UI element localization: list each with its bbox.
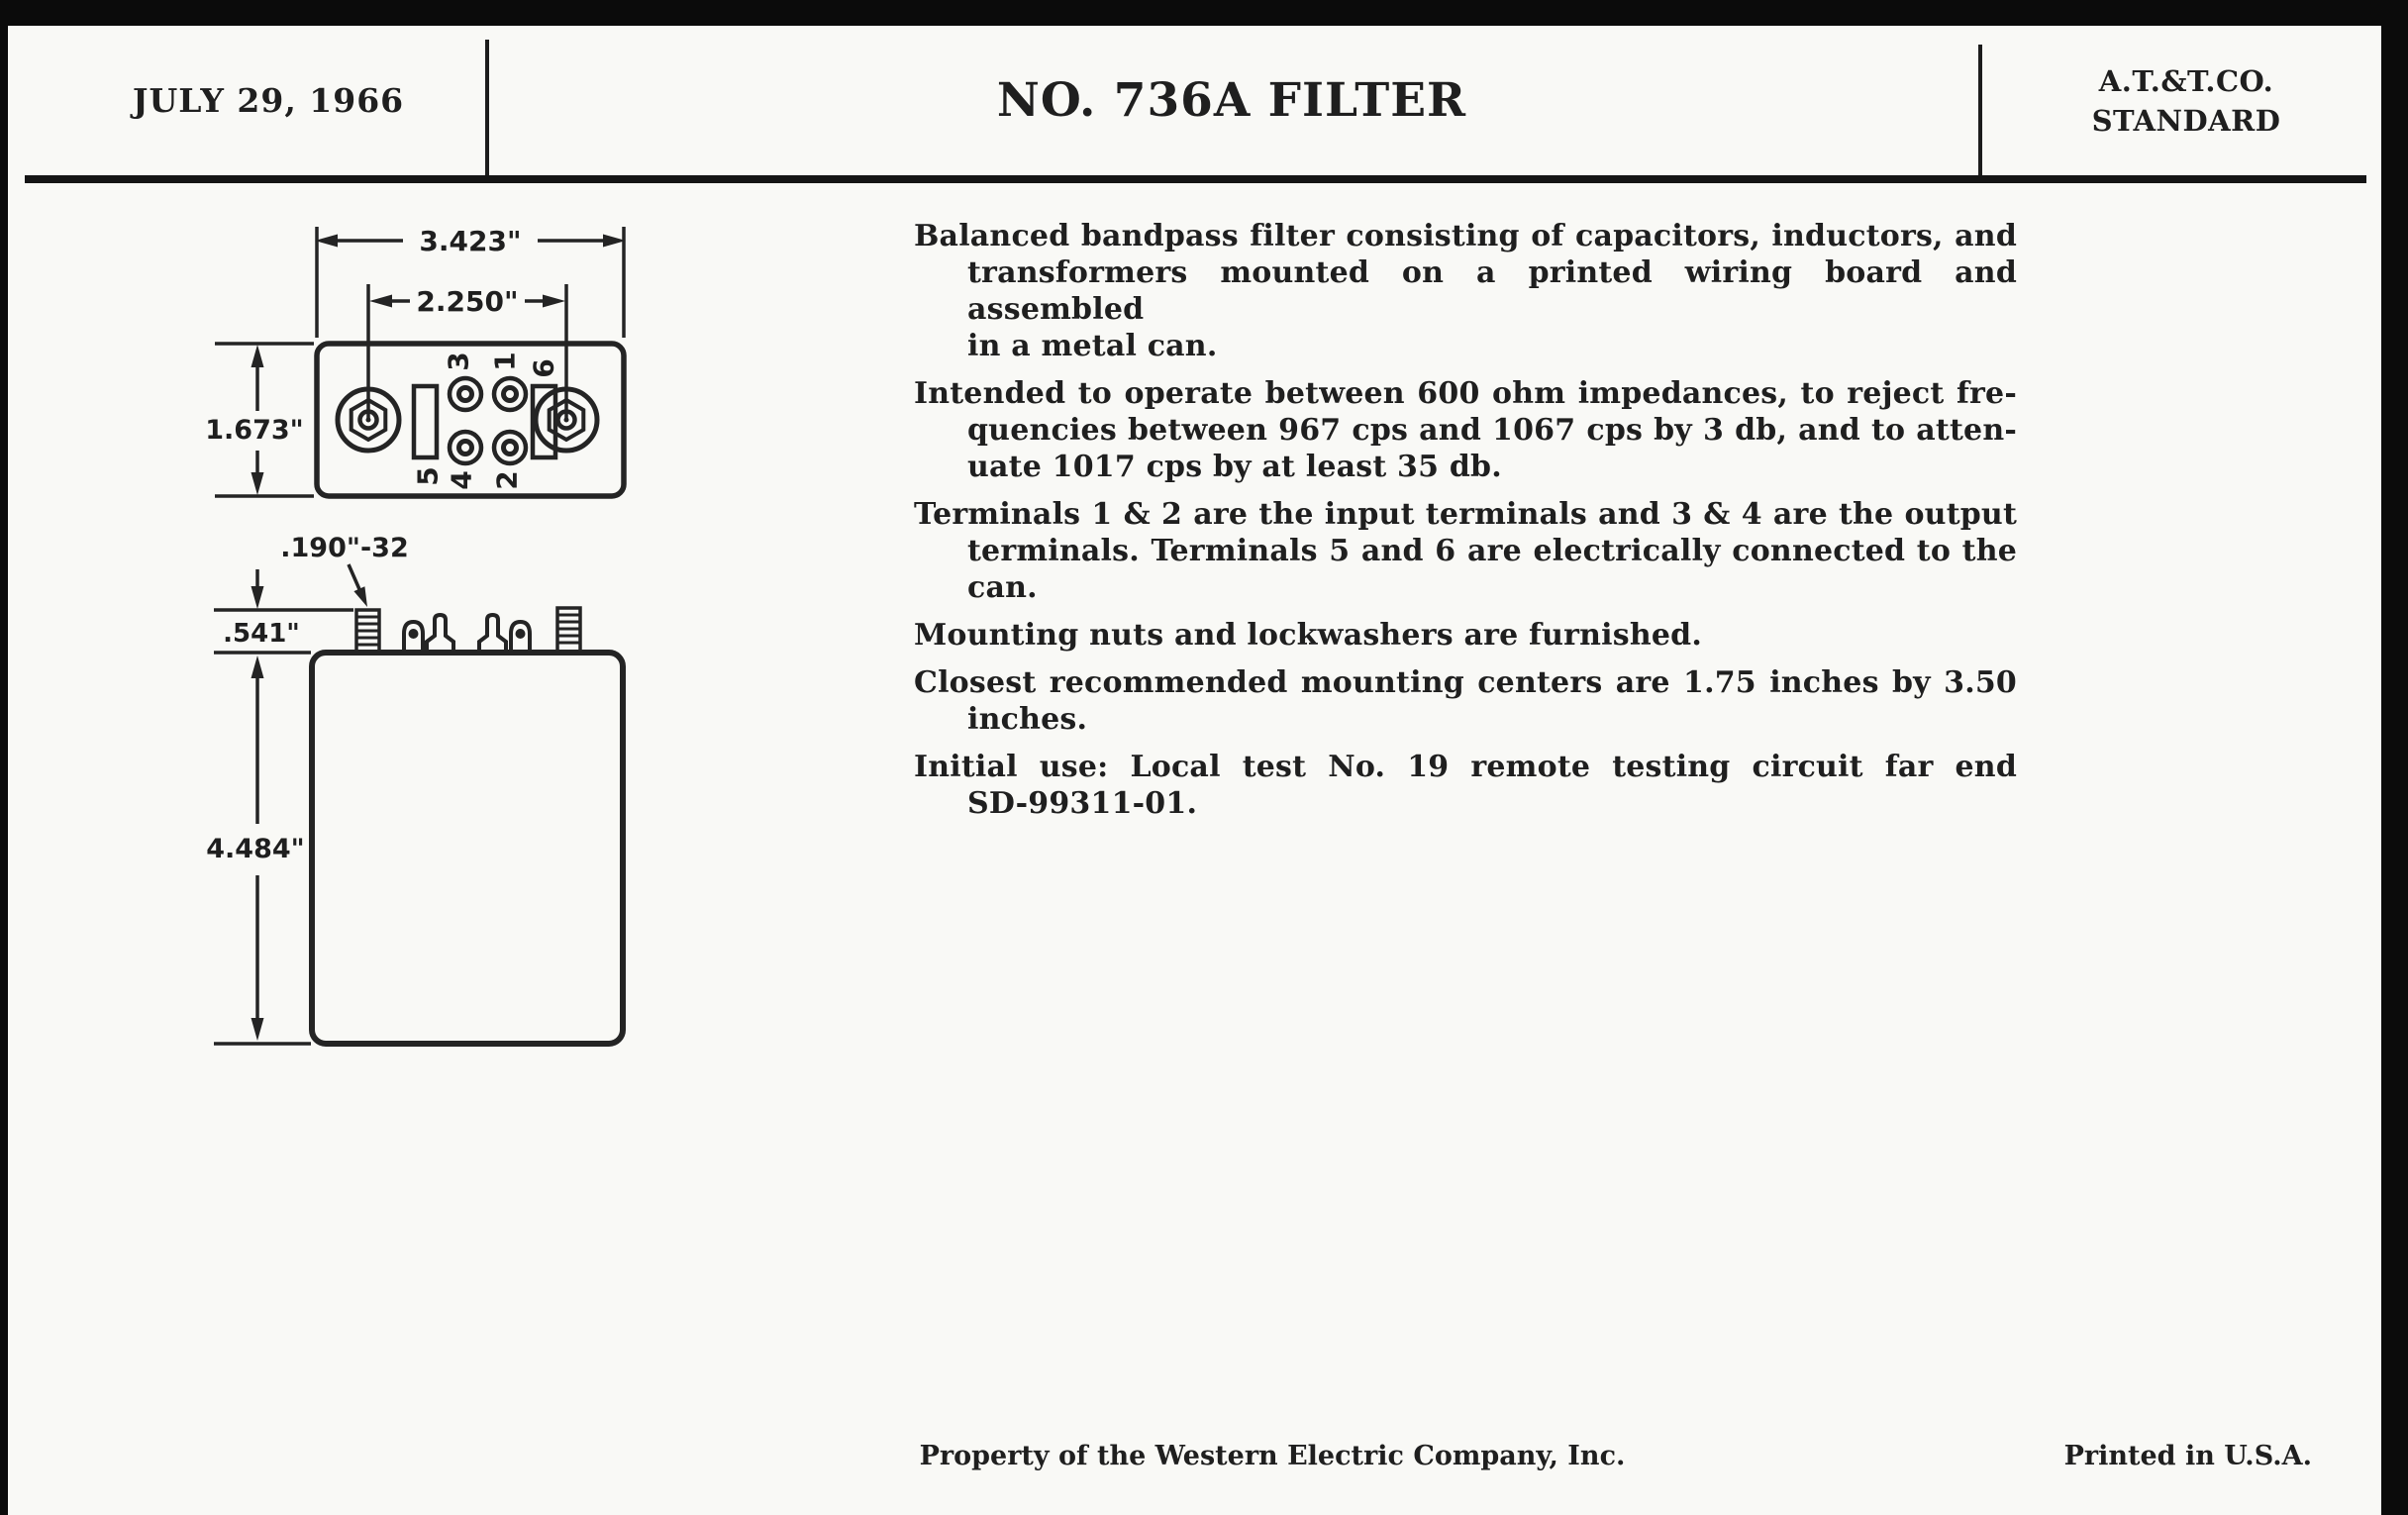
side-view-can-outline [312,653,623,1044]
dim-overall-width-label: 3.423" [419,225,522,257]
terminal-label-6: 6 [527,358,560,378]
post-terminal-right [479,615,506,653]
thread-spec-label: .190"-32 [280,535,409,563]
terminal-label-5: 5 [411,466,445,486]
dim-stud-height [214,569,353,653]
dim-mounting-centers-label: 2.250" [416,285,519,318]
description-text [914,218,2017,833]
paragraph-6 [914,749,2017,822]
mounting-stud-left [338,389,399,451]
text-line: SD-99311-01. [967,786,1198,821]
text-line: transformers mounted on a printed wiring board and assembled [967,255,2017,327]
header-rule [25,175,2366,183]
terminal-pin-1 [494,378,526,410]
text-line: Mounting nuts and lockwashers are furnished. [914,618,1702,653]
issue-date: JULY 29, 1966 [132,81,405,120]
text-line: in a metal can. [967,329,1218,363]
text-line: inches. [967,702,1088,737]
mounting-stud-right [536,389,597,451]
lug-terminal-left [404,622,423,653]
paragraph-3 [914,496,2017,606]
page-title: NO. 736A FILTER [996,73,1467,128]
header-date-cell [38,26,499,175]
paragraph-4 [914,617,2017,654]
header-org-cell [1988,26,2384,175]
text-line: Initial use: Local test No. 19 remote testing circuit far end [914,750,2017,784]
text-line: uate 1017 cps by at least 35 db. [967,450,1502,484]
header-title-cell [485,26,1978,175]
terminal-pin-3 [450,378,481,410]
threaded-stud-right [557,608,580,653]
terminal-pin-4 [450,432,481,463]
dim-can-depth [205,344,314,496]
dim-can-height [206,656,311,1044]
text-line: can. [967,570,1038,605]
printed-notice: Printed in U.S.A. [2063,1441,2312,1471]
terminal-slot-5 [414,386,437,457]
top-view-diagram [198,223,653,510]
terminal-label-4: 4 [445,470,478,490]
threaded-stud-left [356,610,379,653]
post-terminal-left [427,615,453,653]
terminal-label-3: 3 [442,352,475,371]
text-line: Closest recommended mounting centers are 1.75 inches by 3.50 [914,665,2017,700]
header-divider-right [1978,45,1982,175]
text-line: terminals. Terminals 5 and 6 are electrically connected to the [967,534,2017,568]
dim-can-depth-label: 1.673" [205,415,304,446]
org-standard-label: STANDARD [2091,103,2281,138]
dim-stud-height-label: .541" [223,619,300,649]
side-view-diagram [198,535,653,1060]
terminal-label-1: 1 [488,352,522,371]
paragraph-1 [914,218,2017,364]
dim-can-height-label: 4.484" [206,834,305,864]
paragraph-2 [914,375,2017,485]
terminal-pin-2 [494,432,526,463]
text-line: Intended to operate between 600 ohm impedances, to reject fre- [914,376,2017,411]
lug-terminal-right [511,622,530,653]
org-name: A.T.&T.CO. [2098,63,2274,98]
property-notice: Property of the Western Electric Company, Inc. [919,1441,1626,1471]
terminal-label-2: 2 [490,470,524,490]
text-line: Balanced bandpass filter consisting of capacitors, inductors, and [914,219,2017,253]
dim-overall-width [315,225,626,338]
text-line: Terminals 1 & 2 are the input terminals and 3 & 4 are the output [914,497,2017,532]
thread-spec-callout [280,535,408,607]
text-line: quencies between 967 cps and 1067 cps by 3 db, and to atten- [967,413,2017,448]
page-paper [8,26,2381,1515]
paragraph-5 [914,664,2017,738]
